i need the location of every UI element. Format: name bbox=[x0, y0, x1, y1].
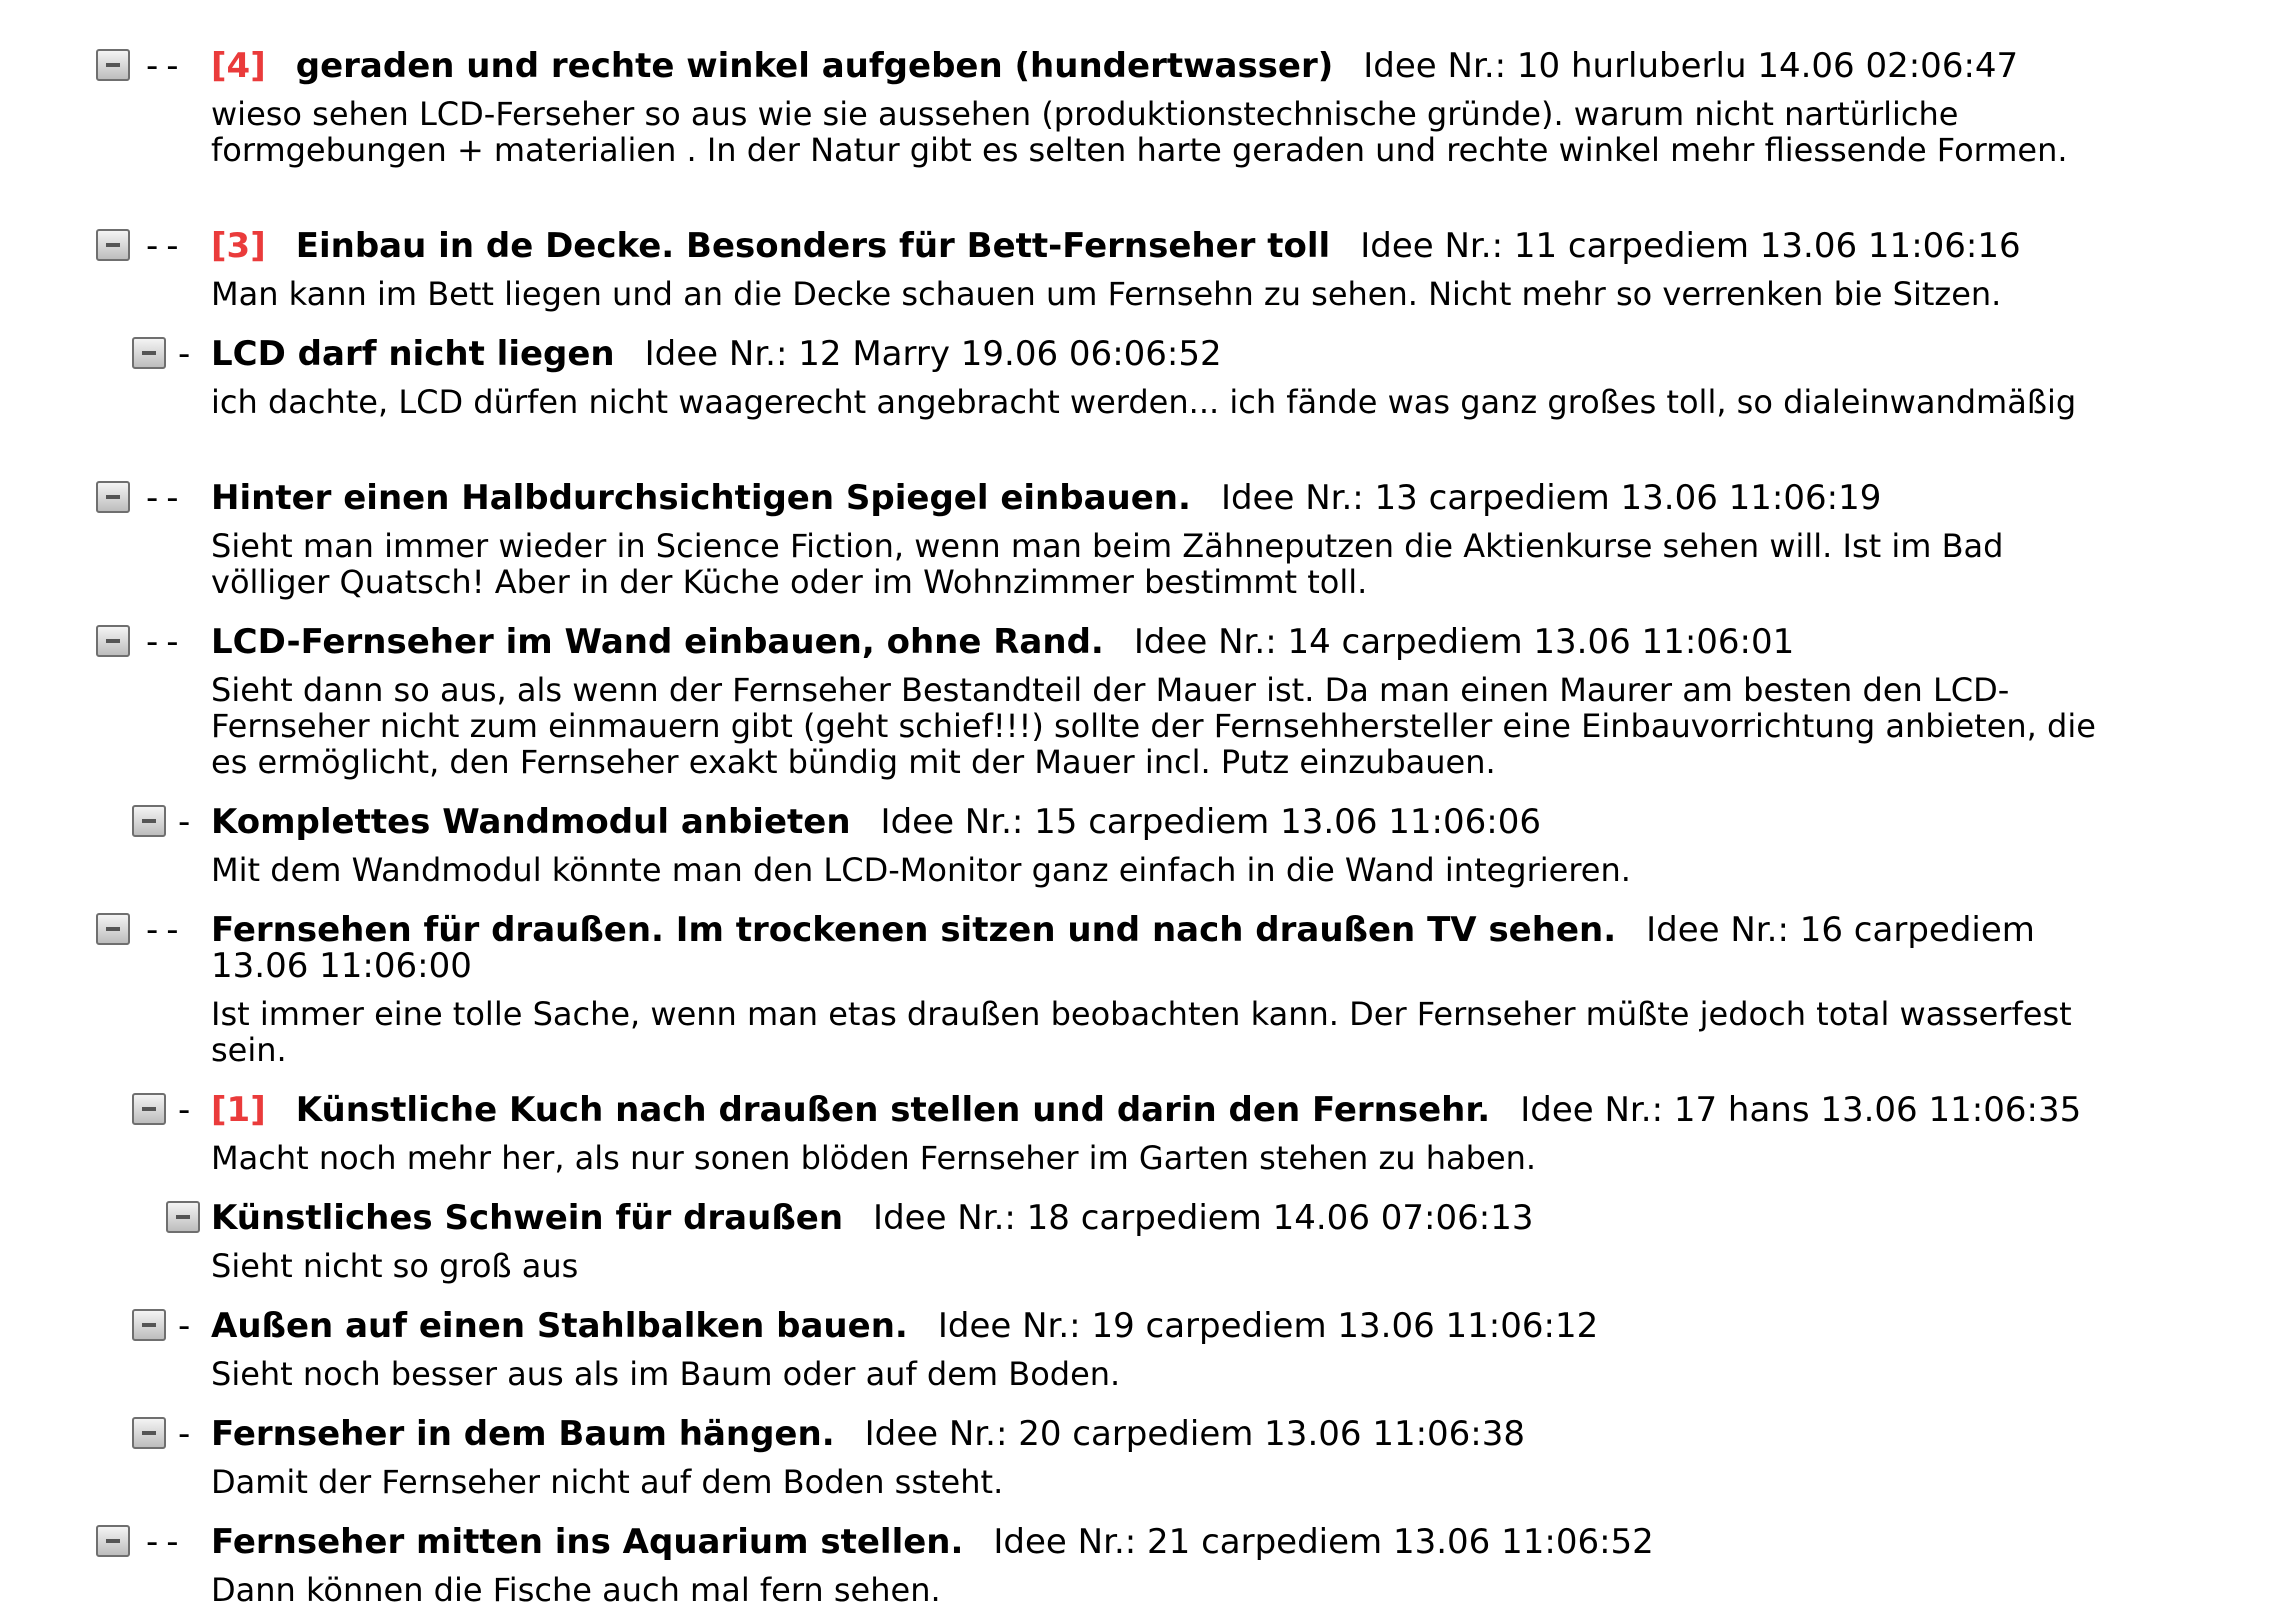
idea-text: wieso sehen LCD-Ferseher so aus wie sie aussehen (produktionstechnische gründe). warum nicht nartürliche formgebungen + materialien . In der Natur gibt es selten harte geraden und rechte winkel mehr fliessende Formen. bbox=[211, 95, 2068, 169]
collapse-minus-icon[interactable] bbox=[96, 481, 130, 513]
thread-connector: - bbox=[178, 1414, 199, 1454]
idea-title[interactable]: geraden und rechte winkel aufgeben (hundertwasser) bbox=[295, 46, 1334, 86]
idea-meta: Idee Nr.: 15 carpediem 13.06 11:06:06 bbox=[880, 802, 1541, 842]
collapse-minus-icon[interactable] bbox=[132, 1309, 166, 1341]
idea-meta: Idee Nr.: 11 carpediem 13.06 11:06:16 bbox=[1360, 226, 2021, 266]
collapse-minus-icon[interactable] bbox=[132, 1417, 166, 1449]
collapse-minus-icon[interactable] bbox=[132, 337, 166, 369]
idea-title[interactable]: Außen auf einen Stahlbalken bauen. bbox=[211, 1306, 908, 1346]
thread-connector: -- bbox=[146, 1522, 187, 1562]
idea-text: Sieht man immer wieder in Science Fiction, wenn man beim Zähneputzen die Aktienkurse sehen will. Ist im Bad völliger Quatsch! Aber in der Küche oder im Wohnzimmer bestimmt toll. bbox=[211, 527, 2004, 601]
rating-badge[interactable]: [1] bbox=[211, 1090, 266, 1130]
collapse-minus-icon[interactable] bbox=[166, 1201, 200, 1233]
idea-meta: Idee Nr.: 16 carpediem 13.06 11:06:00 bbox=[211, 910, 2035, 986]
collapse-minus-icon[interactable] bbox=[96, 49, 130, 81]
idea-meta: Idee Nr.: 18 carpediem 14.06 07:06:13 bbox=[873, 1198, 1534, 1238]
idea-title[interactable]: LCD darf nicht liegen bbox=[211, 334, 615, 374]
thread-connector: -- bbox=[146, 226, 187, 266]
idea-meta: Idee Nr.: 12 Marry 19.06 06:06:52 bbox=[644, 334, 1222, 374]
thread-connector: - bbox=[178, 1306, 199, 1346]
idea-meta: Idee Nr.: 20 carpediem 13.06 11:06:38 bbox=[864, 1414, 1526, 1454]
idea-text: Dann können die Fische auch mal fern sehen. bbox=[211, 1571, 941, 1609]
idea-title[interactable]: Künstliche Kuch nach draußen stellen und darin den Fernsehr. bbox=[295, 1090, 1491, 1130]
rating-badge[interactable]: [4] bbox=[211, 46, 266, 86]
idea-meta: Idee Nr.: 17 hans 13.06 11:06:35 bbox=[1520, 1090, 2082, 1130]
thread-connector: - bbox=[178, 1090, 199, 1130]
idea-meta: Idee Nr.: 14 carpediem 13.06 11:06:01 bbox=[1133, 622, 1795, 662]
idea-title[interactable]: Einbau in de Decke. Besonders für Bett-Fernseher toll bbox=[295, 226, 1331, 266]
idea-title[interactable]: Künstliches Schwein für draußen bbox=[211, 1198, 844, 1238]
thread-connector: -- bbox=[146, 46, 187, 86]
idea-meta: Idee Nr.: 19 carpediem 13.06 11:06:12 bbox=[937, 1306, 1599, 1346]
thread-connector: -- bbox=[146, 478, 187, 518]
idea-text: Macht noch mehr her, als nur sonen blöden Fernseher im Garten stehen zu haben. bbox=[211, 1139, 1537, 1177]
idea-meta: Idee Nr.: 21 carpediem 13.06 11:06:52 bbox=[993, 1522, 1654, 1562]
idea-title[interactable]: Hinter einen Halbdurchsichtigen Spiegel einbauen. bbox=[211, 478, 1191, 518]
collapse-minus-icon[interactable] bbox=[132, 805, 166, 837]
idea-title[interactable]: Fernseher in dem Baum hängen. bbox=[211, 1414, 835, 1454]
collapse-minus-icon[interactable] bbox=[132, 1093, 166, 1125]
idea-title[interactable]: Komplettes Wandmodul anbieten bbox=[211, 802, 851, 842]
idea-text: Man kann im Bett liegen und an die Decke schauen um Fernsehn zu sehen. Nicht mehr so verrenken bie Sitzen. bbox=[211, 275, 2002, 313]
thread-connector: -- bbox=[146, 622, 187, 662]
idea-text: Ist immer eine tolle Sache, wenn man etas draußen beobachten kann. Der Fernseher müßte jedoch total wasserfest sein. bbox=[211, 995, 2072, 1069]
thread-connector: -- bbox=[146, 910, 187, 950]
collapse-minus-icon[interactable] bbox=[96, 1525, 130, 1557]
rating-badge[interactable]: [3] bbox=[211, 226, 266, 266]
idea-title[interactable]: LCD-Fernseher im Wand einbauen, ohne Rand. bbox=[211, 622, 1104, 662]
idea-text: ich dachte, LCD dürfen nicht waagerecht angebracht werden... ich fände was ganz großes toll, so dialeinwandmäßig bbox=[211, 383, 2077, 421]
thread-connector: - bbox=[178, 334, 199, 374]
thread-connector: - bbox=[178, 802, 199, 842]
idea-text: Sieht noch besser aus als im Baum oder auf dem Boden. bbox=[211, 1355, 1121, 1393]
idea-title[interactable]: Fernsehen für draußen. Im trockenen sitzen und nach draußen TV sehen. bbox=[211, 910, 1617, 950]
idea-text: Sieht nicht so groß aus bbox=[211, 1247, 579, 1285]
collapse-minus-icon[interactable] bbox=[96, 625, 130, 657]
idea-meta: Idee Nr.: 13 carpediem 13.06 11:06:19 bbox=[1220, 478, 1882, 518]
collapse-minus-icon[interactable] bbox=[96, 229, 130, 261]
idea-meta: Idee Nr.: 10 hurluberlu 14.06 02:06:47 bbox=[1363, 46, 2019, 86]
collapse-minus-icon[interactable] bbox=[96, 913, 130, 945]
idea-text: Mit dem Wandmodul könnte man den LCD-Monitor ganz einfach in die Wand integrieren. bbox=[211, 851, 1631, 889]
idea-title[interactable]: Fernseher mitten ins Aquarium stellen. bbox=[211, 1522, 964, 1562]
idea-text: Damit der Fernseher nicht auf dem Boden ssteht. bbox=[211, 1463, 1004, 1501]
idea-text: Sieht dann so aus, als wenn der Fernseher Bestandteil der Mauer ist. Da man einen Maurer am besten den LCD-Fernseher nicht zum einmauern gibt (geht schief!!!) sollte der Fernsehhersteller eine Einbauvorrichtung anbieten, die es ermöglicht, den Fernseher exakt bündig mit der Mauer incl. Putz einzubauen. bbox=[211, 671, 2096, 781]
